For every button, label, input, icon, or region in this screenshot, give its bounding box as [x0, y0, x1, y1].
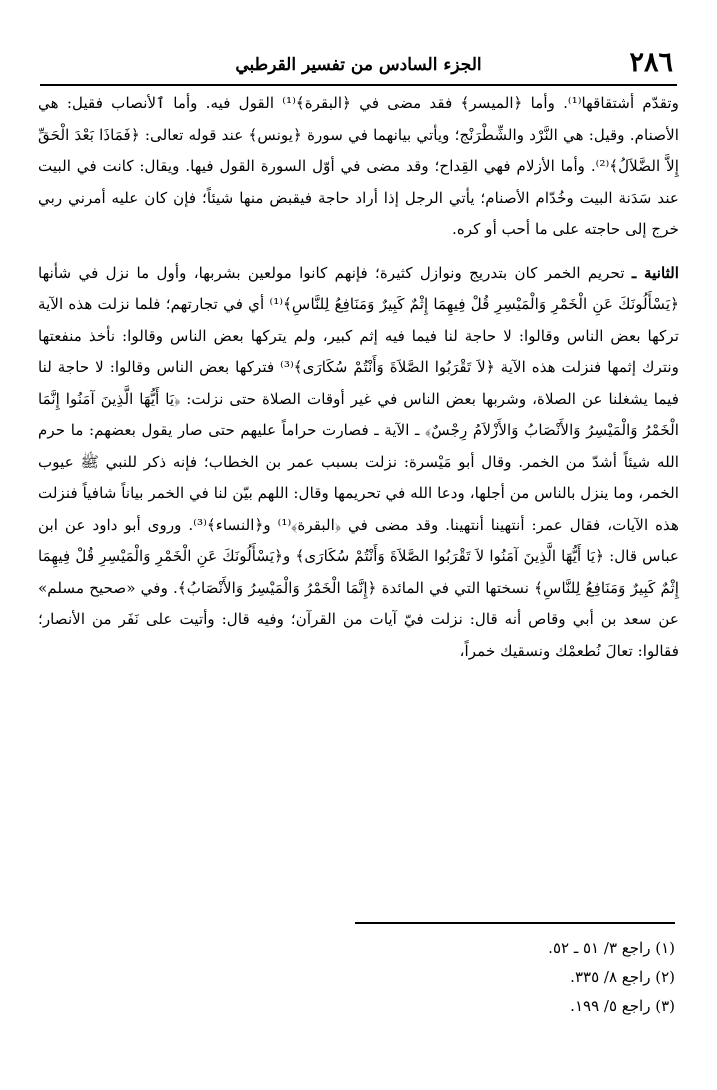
paragraph-first — [38, 88, 679, 246]
paragraph-text: وتقدّم أشتقاقها⁽¹⁾. وأما ﴿الميسر﴾ فقد مضى في ﴿البقرة﴾⁽¹⁾ القول فيه. وأما ٱلأنصاب فقيل: هي الأصنام. وقيل: هي النَّرْد والشِّطْرَنْج؛ ويأتي بيانهما في سورة ﴿يونس﴾ عند قوله تعالى: ﴿فَمَاذَا بَعْدَ الْحَقِّ إِلاَّ الضَّلاَلُ﴾⁽²⁾. وأما الأزلام فهي القِداح؛ وقد مضى في أوّل السورة القول فيها. ويقال: كانت في البيت عند سَدَنة البيت وخُدّام الأصنام؛ يأتي الرجل إذا أراد حاجة فيقبض منها شيئاً؛ فإن كان عليه أمرني ربي خرج إلى حاجته على ما أحب أو كره. — [38, 94, 679, 238]
running-title: الجزء السادس من تفسير القرطبي — [235, 55, 482, 75]
footnote-3: (٣) راجع ٥/ ١٩٩. — [570, 997, 675, 1015]
paragraph-text: تحريم الخمر كان بتدريج ونوازل كثيرة؛ فإنهم كانوا مولعين بشربها، وأول ما نزل في شأنها ﴿يَسْأَلُونَكَ عَنِ الْخَمْرِ وَالْمَيْسِرِ قُلْ فِيهِمَا إِثْمٌ كَبِيرٌ وَمَنَافِعُ لِلنَّاسِ﴾⁽¹⁾ أي في تجارتهم؛ فلما نزلت هذه الآية تركها بعض الناس وقالوا: لا حاجة لنا فيما فيه إثم كبير، ولم يتركها بعض الناس وقالوا: نأخذ منفعتها ونترك إثمها فنزلت هذه الآية ﴿لاَ تَقْرَبُوا الصَّلاَةَ وَأَنْتُمْ سُكَارَى﴾⁽³⁾ فتركها بعض الناس وقالوا: لا حاجة لنا فيما يشغلنا عن الصلاة، وشربها بعض الناس في غير أوقات الصلاة حتى نزلت: ﴿يَا أَيُّهَا الَّذِينَ آمَنُوا إِنَّمَا الْخَمْرُ وَالْمَيْسِرُ وَالأَنْصَابُ وَالأَزْلاَمُ رِجْسٌ﴾ ـ الآية ـ فصارت حراماً عليهم حتى صار يقول بعضهم: ما حرم الله شيئاً أشدّ من الخمر. وقال أبو مَيْسرة: نزلت بسبب عمر بن الخطاب؛ فإنه ذكر للنبي ﷺ عيوب الخمر، وما ينزل بالناس من أجلها، ودعا الله في تحريمها وقال: اللهم بيّن لنا في الخمر بياناً شافياً فنزلت هذه الآيات، فقال عمر: أنتهينا أنتهينا. وقد مضى في ﴿البقرة﴾⁽¹⁾ و﴿النساء﴾⁽³⁾. وروى أبو داود عن ابن عباس قال: ﴿يَا أَيُّهَا الَّذِينَ آمَنُوا لاَ تَقْرَبُوا الصَّلاَةَ وَأَنْتُمْ سُكَارَى﴾ و﴿يَسْأَلُونَكَ عَنِ الْخَمْرِ وَالْمَيْسِرِ قُلْ فِيهِمَا إِثْمٌ كَبِيرٌ وَمَنَافِعُ لِلنَّاسِ﴾ نسختها التي في المائدة ﴿إِنَّمَا الْخَمْرُ وَالْمَيْسِرُ وَالأَنْصَابُ﴾. وفي «صحيح مسلم» عن سعد بن أبي وقاص أنه قال: نزلت فيّ آيات من القرآن؛ وفيه قال: وأتيت على نَفَر من الأنصار؛ فقالوا: تعالَ نُطعمْك ونسقيك خمراً، — [38, 263, 680, 660]
paragraph-second — [38, 258, 679, 668]
footnote-2: (٢) راجع ٨/ ٣٣٥. — [570, 968, 675, 986]
footnotes — [355, 922, 675, 1021]
footnote-1: (١) راجع ٣/ ٥١ ـ ٥٢. — [548, 939, 675, 957]
page-body — [38, 88, 679, 667]
page-header — [40, 44, 677, 86]
paragraph-lead: الثانية ـ — [631, 263, 679, 282]
page-number: ٢٨٦ — [629, 47, 673, 78]
